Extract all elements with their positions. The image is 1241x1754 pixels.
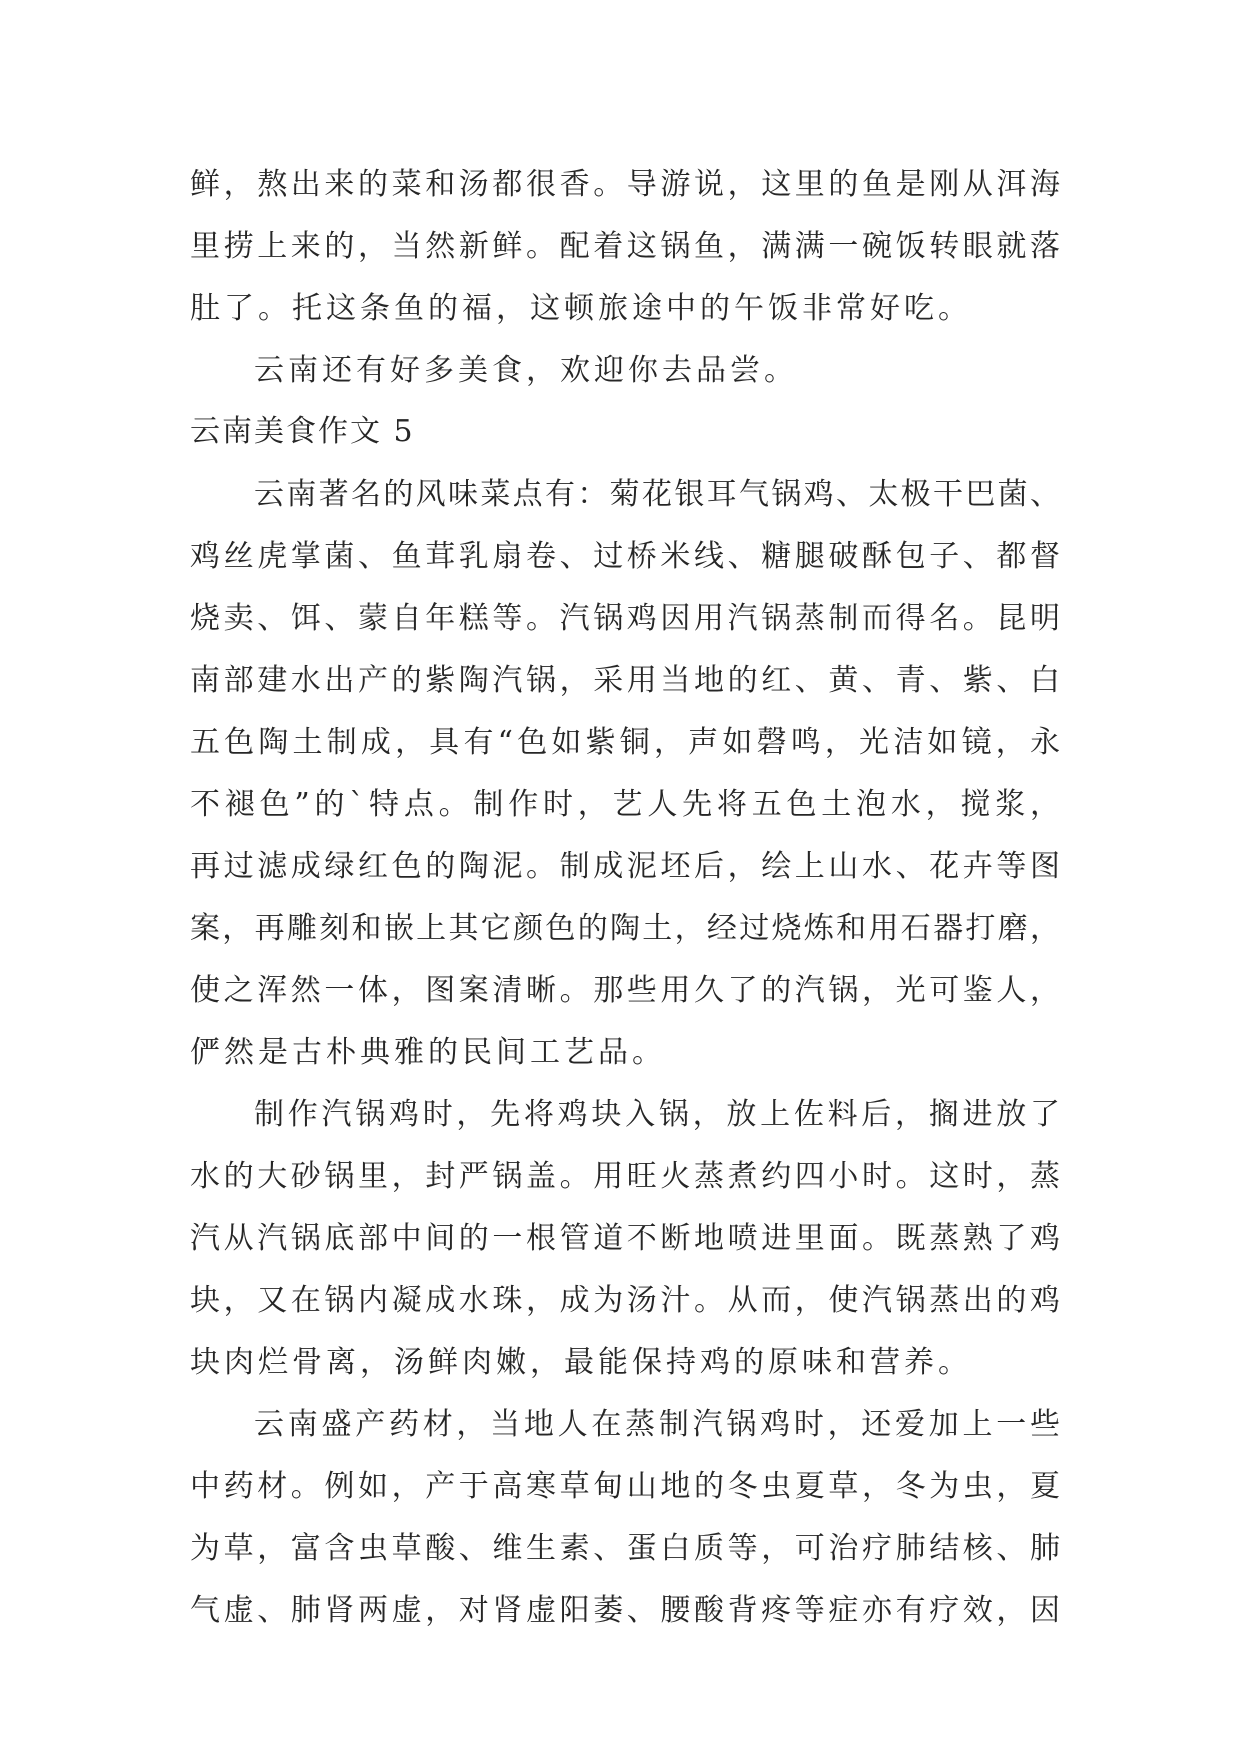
text-line: 制作汽锅鸡时，先将鸡块入锅，放上佐料后，搁进放了 xyxy=(254,1097,1060,1132)
text-line: 为草，富含虫草酸、维生素、蛋白质等，可治疗肺结核、肺 xyxy=(190,1531,1060,1566)
text-line: 气虚、肺肾两虚，对肾虚阳萎、腰酸背疼等症亦有疗效，因 xyxy=(190,1593,1060,1628)
text-line: 案，再雕刻和嵌上其它颜色的陶土，经过烧炼和用石器打磨， xyxy=(190,911,1060,946)
text-line: 鸡丝虎掌菌、鱼茸乳扇卷、过桥米线、糖腿破酥包子、都督 xyxy=(190,539,1060,574)
text-line: 烧卖、饵、蒙自年糕等。汽锅鸡因用汽锅蒸制而得名。昆明 xyxy=(190,601,1060,636)
text-line: 块，又在锅内凝成水珠，成为汤汁。从而，使汽锅蒸出的鸡 xyxy=(190,1283,1060,1318)
text-line: 水的大砂锅里，封严锅盖。用旺火蒸煮约四小时。这时，蒸 xyxy=(190,1159,1060,1194)
text-line: 鲜，熬出来的菜和汤都很香。导游说，这里的鱼是刚从洱海 xyxy=(190,167,1060,202)
text-line: 汽从汽锅底部中间的一根管道不断地喷进里面。既蒸熟了鸡 xyxy=(190,1221,1060,1256)
text-line: 俨然是古朴典雅的民间工艺品。 xyxy=(190,1035,666,1070)
text-line: 块肉烂骨离，汤鲜肉嫩，最能保持鸡的原味和营养。 xyxy=(190,1345,972,1380)
closing-line: 云南还有好多美食，欢迎你去品尝。 xyxy=(254,353,798,388)
section-title: 云南美食作文 5 xyxy=(190,414,415,449)
text-line: 云南著名的风味菜点有：菊花银耳气锅鸡、太极干巴菌、 xyxy=(254,477,1060,512)
text-line: 肚了。托这条鱼的福，这顿旅途中的午饭非常好吃。 xyxy=(190,291,972,326)
text-line: 中药材。例如，产于高寒草甸山地的冬虫夏草，冬为虫，夏 xyxy=(190,1469,1060,1504)
text-line: 不褪色”的`特点。制作时，艺人先将五色土泡水，搅浆， xyxy=(190,787,1060,822)
text-line: 云南盛产药材，当地人在蒸制汽锅鸡时，还爱加上一些 xyxy=(254,1407,1060,1442)
text-line: 再过滤成绿红色的陶泥。制成泥坯后，绘上山水、花卉等图 xyxy=(190,849,1060,884)
text-line: 五色陶土制成，具有“色如紫铜，声如磬鸣，光洁如镜，永 xyxy=(190,725,1060,760)
text-line: 南部建水出产的紫陶汽锅，采用当地的红、黄、青、紫、白 xyxy=(190,663,1060,698)
text-line: 使之浑然一体，图案清晰。那些用久了的汽锅，光可鉴人， xyxy=(190,973,1060,1008)
text-line: 里捞上来的，当然新鲜。配着这锅鱼，满满一碗饭转眼就落 xyxy=(190,229,1060,264)
